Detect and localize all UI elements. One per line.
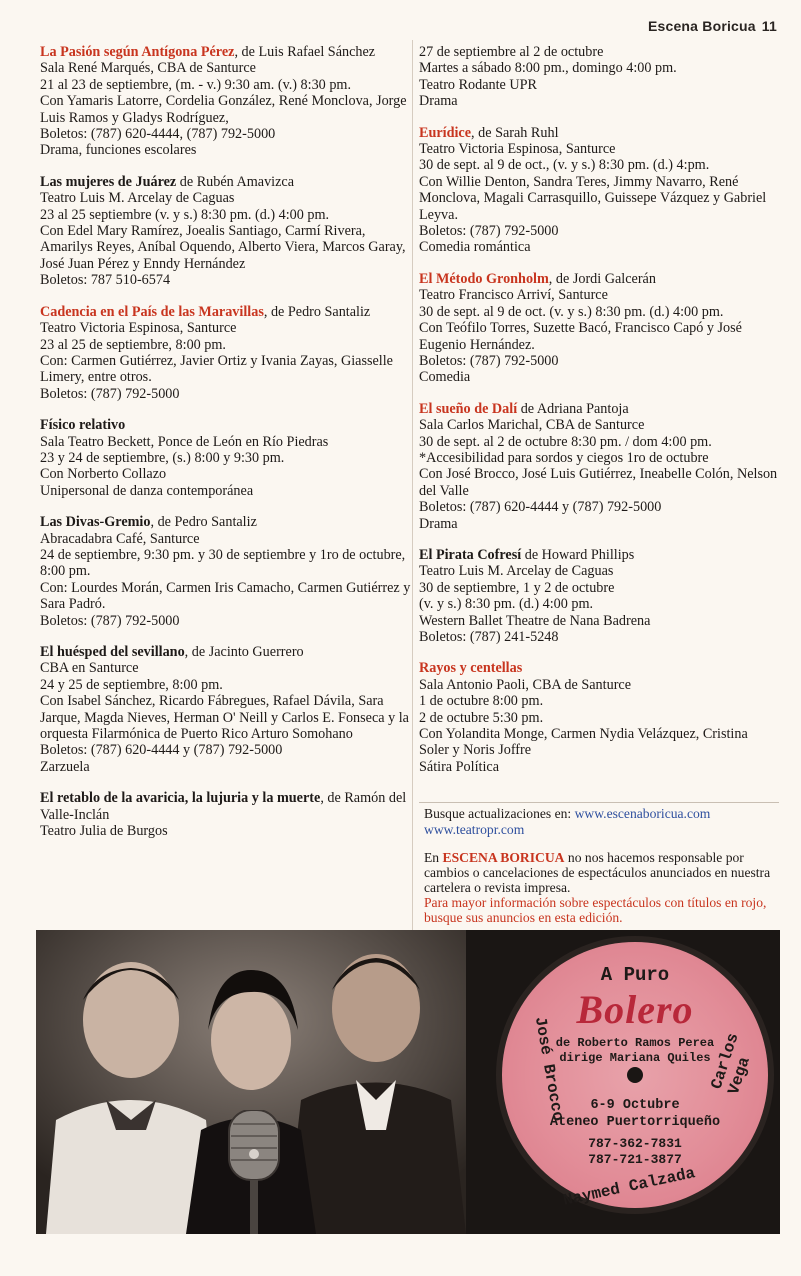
cast-photo	[36, 930, 466, 1234]
listing-detail-line: Boletos: (787) 792-5000	[419, 352, 559, 369]
record-hole	[627, 1067, 643, 1083]
listing-title: Físico relativo	[40, 417, 126, 434]
listing-detail-line: Drama	[419, 515, 458, 532]
listing-title: Rayos y centellas	[419, 660, 523, 677]
listing-byline: , de Luis Rafael Sánchez	[234, 44, 376, 60]
listing-byline: , de Pedro Santaliz	[150, 514, 257, 531]
listing-detail-line: 30 de sept. al 2 de octubre 8:30 pm. / dom 4:00 pm.	[419, 433, 712, 450]
page-header	[648, 18, 777, 34]
listing-detail-line: Unipersonal de danza contemporánea	[40, 482, 254, 499]
listing-detail-line: Sala Antonio Paoli, CBA de Santurce	[419, 676, 632, 693]
publication-name: Escena Boricua	[647, 18, 756, 34]
listing-detail-line: Con Yolandita Monge, Carmen Nydia Velázquez, Cristina Soler y Noris Joffre	[419, 726, 748, 759]
updates-block	[424, 806, 784, 838]
listing-detail-line: Sala Carlos Marichal, CBA de Santurce	[419, 417, 645, 434]
listing-title: Las Divas-Gremio	[40, 514, 151, 531]
right-column	[419, 44, 781, 790]
listing-heading	[419, 547, 781, 563]
ad-phone-1: 787-362-7831	[588, 1136, 682, 1151]
listing-detail-line: Con Norberto Collazo	[40, 466, 167, 483]
listing-detail-line: Con Willie Denton, Sandra Teres, Jimmy Navarro, René Monclova, Magali Carrasquillo, Guissepe Vázquez y Gabriel Leyva.	[419, 173, 767, 223]
listing-detail-line: Con: Carmen Gutiérrez, Javier Ortiz y Ivania Zayas, Giasselle Limery, entre otros.	[40, 352, 393, 386]
listing-detail-line: Boletos: (787) 792-5000	[419, 223, 559, 240]
ad-bolero-title: Bolero	[576, 987, 694, 1032]
column-divider	[412, 40, 413, 930]
listing-detail-line: 23 y 24 de septiembre, (s.) 8:00 y 9:30 pm.	[40, 449, 285, 466]
listing-detail-line: Teatro Victoria Espinosa, Santurce	[40, 320, 237, 337]
ad-dates: 6-9 Octubre	[590, 1098, 680, 1113]
listing-byline: de Howard Phillips	[521, 546, 635, 563]
listing-heading	[40, 174, 412, 190]
listing-entry	[419, 660, 781, 775]
disclaimer-notice	[424, 850, 784, 925]
record-label	[502, 942, 768, 1208]
listing-heading	[40, 304, 412, 320]
listing-entry	[40, 790, 412, 839]
listing-detail-line: Boletos: (787) 620-4444 y (787) 792-5000	[419, 499, 662, 516]
listing-title: Cadencia en el País de las Maravillas	[40, 303, 264, 320]
listing-byline: de Adriana Pantoja	[517, 400, 629, 417]
listing-entry	[419, 125, 781, 256]
listing-detail-line: 24 y 25 de septiembre, 8:00 pm.	[40, 676, 223, 693]
listing-detail-line: Comedia	[419, 369, 471, 386]
listing-title: El Método Gronholm	[419, 270, 549, 287]
listing-heading	[419, 271, 781, 287]
listing-entry	[419, 44, 781, 110]
listing-detail-line: 23 al 25 septiembre (v. y s.) 8:30 pm. (d.) 4:00 pm.	[40, 206, 330, 223]
listing-byline: , de Jordi Galcerán	[548, 270, 656, 287]
listing-detail-line: Boletos: (787) 792-5000	[40, 385, 180, 402]
ad-phones	[502, 1136, 768, 1168]
notice-prefix: En	[424, 850, 443, 865]
listing-detail-line: CBA en Santurce	[40, 660, 139, 677]
listing-detail-line: Con Yamaris Latorre, Cordelia González, René Monclova, Jorge Luis Ramos y Gladys Rodríguez,	[40, 93, 407, 126]
listing-detail-line: Boletos: (787) 620-4444, (787) 792-5000	[40, 126, 276, 143]
updates-prefix: Busque actualizaciones en:	[424, 806, 575, 821]
website-link-teatropr[interactable]: www.teatropr.com	[424, 822, 525, 837]
listing-byline: , de Sarah Ruhl	[471, 124, 559, 141]
listing-heading	[419, 125, 781, 141]
listing-heading	[419, 660, 781, 676]
listing-detail-line: Martes a sábado 8:00 pm., domingo 4:00 pm.	[419, 60, 677, 77]
listing-detail-line: 1 de octubre 8:00 pm.	[419, 693, 544, 710]
listing-detail-line: 30 de sept. al 9 de oct., (v. y s.) 8:30 pm. (d.) 4:pm.	[419, 157, 710, 174]
listing-entry	[40, 44, 412, 159]
separator-rule	[419, 802, 779, 803]
notice-body: no nos hacemos responsable por cambios o cancelaciones de espectáculos anunciados en nuestra cartelera o revista impresa.	[424, 850, 771, 895]
listing-title: La Pasión según Antígona Pérez	[40, 44, 235, 60]
listing-detail-line: Sala René Marqués, CBA de Santurce	[40, 60, 256, 77]
listing-detail-line: Zarzuela	[40, 758, 90, 775]
listing-detail-line: Teatro Julia de Burgos	[40, 823, 168, 840]
listing-title: El huésped del sevillano	[40, 644, 185, 660]
listing-entry	[40, 417, 412, 499]
listing-detail-line: Abracadabra Café, Santurce	[40, 530, 200, 547]
listing-title: Las mujeres de Juárez	[40, 173, 177, 190]
bolero-advertisement	[36, 930, 780, 1234]
listing-detail-line: *Accesibilidad para sordos y ciegos 1ro de octubre	[419, 449, 709, 466]
listing-entry	[40, 304, 412, 402]
listing-detail-line: Teatro Luis M. Arcelay de Caguas	[40, 190, 235, 207]
listing-detail-line: Teatro Francisco Arriví, Santurce	[419, 287, 608, 304]
ad-cast-bottom: Naymed Calzada	[561, 1164, 697, 1210]
ad-date-venue	[502, 1097, 768, 1131]
listing-detail-line: Teatro Rodante UPR	[419, 76, 538, 93]
listing-title: El retablo de la avaricia, la lujuria y la muerte	[40, 790, 321, 807]
listing-detail-line: 30 de sept. al 9 de oct. (v. y s.) 8:30 pm. (d.) 4:00 pm.	[419, 303, 724, 320]
listing-detail-line: Con: Lourdes Morán, Carmen Iris Camacho, Carmen Gutiérrez y Sara Padró.	[40, 579, 411, 613]
ad-cast-left: José Brocco	[530, 1015, 567, 1123]
website-link-escenaboricua[interactable]: www.escenaboricua.com	[574, 806, 711, 821]
ad-author: de Roberto Ramos Perea	[555, 1036, 715, 1050]
listing-detail-line: Con Isabel Sánchez, Ricardo Fábregues, Rafael Dávila, Sara Jarque, Magda Nieves, Herman O' Neill y Carlos E. Fonseca y la orquesta Filarmónica de Puerto Rico Arturo Somohano	[40, 693, 409, 743]
listing-detail-line: 30 de septiembre, 1 y 2 de octubre	[419, 579, 615, 596]
listing-entry	[40, 644, 412, 775]
listing-detail-line: Boletos: (787) 792-5000	[40, 612, 180, 629]
ad-venue: Ateneo Puertorriqueño	[549, 1115, 721, 1130]
listing-detail-line: Drama, funciones escolares	[40, 142, 197, 159]
listing-detail-line: Con Teófilo Torres, Suzette Bacó, Francisco Capó y José Eugenio Hernández.	[419, 320, 742, 353]
listing-byline: de Rubén Amavizca	[176, 173, 295, 190]
listing-detail-line: 24 de septiembre, 9:30 pm. y 30 de septiembre y 1ro de octubre, 8:00 pm.	[40, 546, 406, 580]
listing-title: Eurídice	[419, 124, 472, 141]
microphone-icon	[221, 1110, 287, 1234]
listing-detail-line: 2 de octubre 5:30 pm.	[419, 709, 544, 726]
listing-detail-line: Sala Teatro Beckett, Ponce de León en Río Piedras	[40, 433, 329, 450]
listing-heading	[40, 514, 412, 530]
listing-detail-line: 21 al 23 de septiembre, (m. - v.) 9:30 am. (v.) 8:30 pm.	[40, 76, 352, 93]
listing-detail-line: Sátira Política	[419, 758, 499, 775]
listing-detail-line: Con Edel Mary Ramírez, Joealis Santiago, Carmí Rivera, Amarilys Reyes, Aníbal Oquendo, Alberto Viera, Marcos Garay, José Juan Pérez y Enndy Hernández	[40, 223, 406, 272]
listing-detail-line: Teatro Victoria Espinosa, Santurce	[419, 141, 616, 158]
listing-detail-line: Boletos: 787 510-6574	[40, 272, 171, 289]
listing-heading	[40, 417, 412, 433]
listing-heading	[40, 44, 412, 60]
listing-detail-line: (v. y s.) 8:30 pm. (d.) 4:00 pm.	[419, 596, 594, 613]
listing-entry	[419, 271, 781, 386]
listing-heading	[419, 401, 781, 417]
listing-byline: , de Jacinto Guerrero	[184, 644, 304, 660]
listing-entry	[419, 547, 781, 645]
listing-detail-line: Con José Brocco, José Luis Gutiérrez, Ineabelle Colón, Nelson del Valle	[419, 466, 778, 499]
listing-title: El Pirata Cofresí	[419, 546, 522, 563]
listing-detail-line: Drama	[419, 93, 458, 110]
notice-red-text: Para mayor información sobre espectáculos con títulos en rojo, busque sus anuncios en esta edición.	[424, 895, 767, 925]
ad-a-puro: A Puro	[600, 964, 670, 986]
listing-entry	[40, 514, 412, 629]
listing-title: El sueño de Dalí	[419, 400, 518, 417]
listing-heading	[40, 790, 412, 823]
notice-brand: ESCENA BORICUA	[442, 850, 565, 865]
page-number: 11	[761, 18, 777, 34]
listing-detail-line: Western Ballet Theatre de Nana Badrena	[419, 612, 651, 629]
listing-byline: , de Pedro Santaliz	[263, 303, 371, 320]
listing-entry	[419, 401, 781, 532]
left-column	[40, 44, 412, 854]
listing-detail-line: Comedia romántica	[419, 239, 531, 256]
listing-detail-line: Boletos: (787) 241-5248	[419, 629, 559, 645]
listing-detail-line: 27 de septiembre al 2 de octubre	[419, 44, 604, 60]
ad-phone-2: 787-721-3877	[588, 1152, 682, 1167]
listing-heading	[40, 644, 412, 660]
ad-cast-right: Carlos Vega	[707, 1031, 754, 1097]
listing-entry	[40, 174, 412, 289]
listing-detail-line: Teatro Luis M. Arcelay de Caguas	[419, 563, 614, 580]
listing-detail-line: Boletos: (787) 620-4444 y (787) 792-5000	[40, 742, 283, 759]
listing-byline: , de Ramón del Valle-Inclán	[40, 790, 407, 823]
listing-detail-line: 23 al 25 de septiembre, 8:00 pm.	[40, 336, 226, 353]
ad-director: dirige Mariana Quiles	[559, 1051, 711, 1065]
